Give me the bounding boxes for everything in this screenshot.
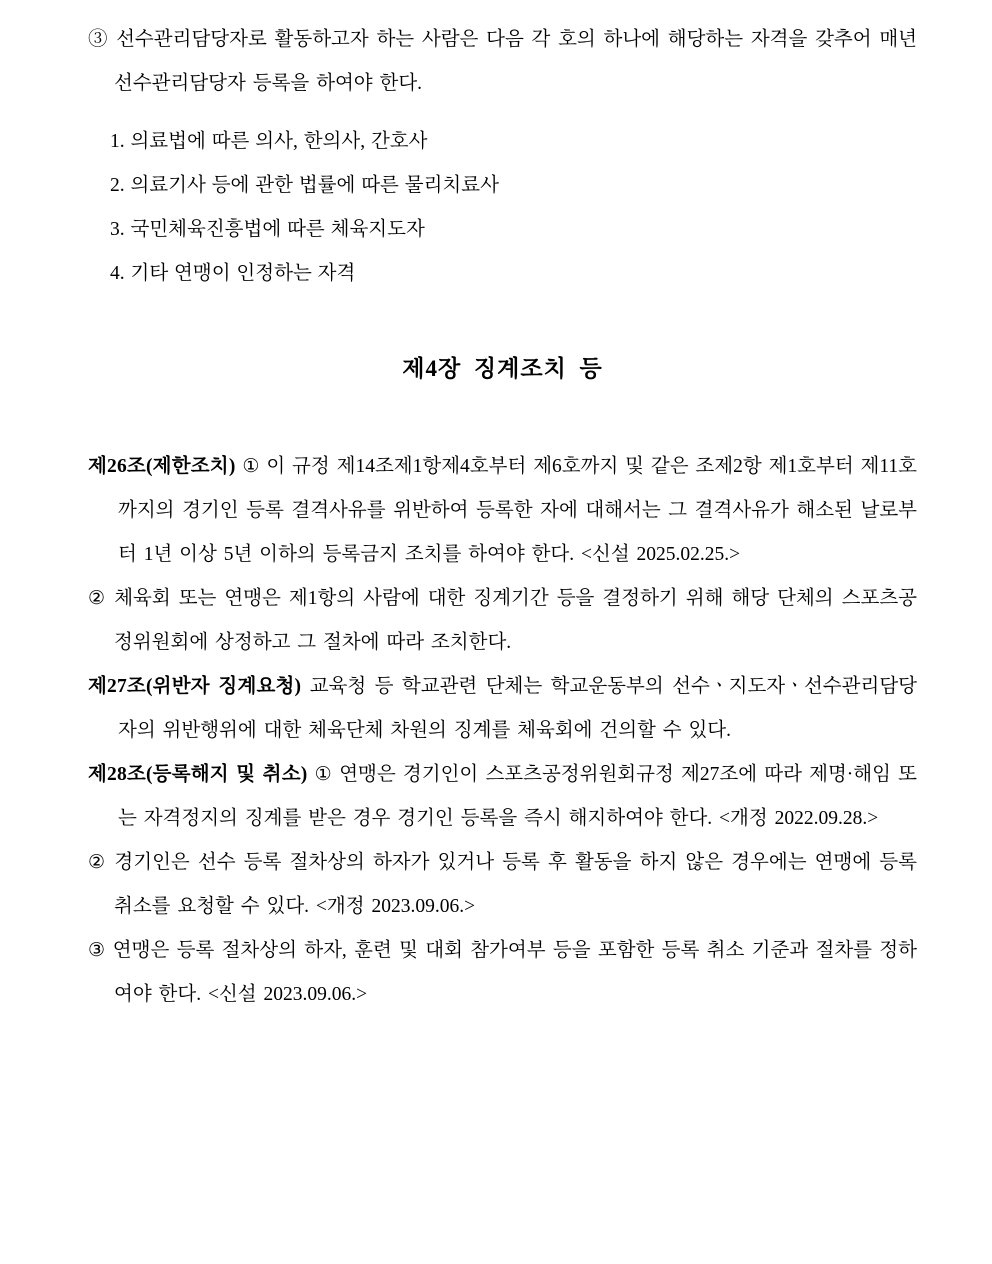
list-item-1-number: 1. (110, 131, 125, 152)
list-item-1 (88, 120, 917, 164)
list-item-2 (88, 164, 917, 208)
article-28-clause-3 (88, 929, 917, 1017)
article-28-clause-1-text: 연맹은 경기인이 스포츠공정위원회규정 제27조에 따라 제명·해임 또는 자격정지의 징계를 받은 경우 경기인 등록을 즉시 해지하여야 한다. <개정 2022.09.28.> (118, 764, 917, 829)
list-item-2-number: 2. (110, 175, 125, 196)
paragraph-clause-3: ③ 선수관리담당자로 활동하고자 하는 사람은 다음 각 호의 하나에 해당하는 자격을 갖추어 매년 선수관리담당자 등록을 하여야 한다. (88, 29, 917, 94)
article-28-title: 제28조(등록해지 및 취소) (88, 764, 308, 785)
article-26-clause-2 (88, 577, 917, 665)
article-26-title: 제26조(제한조치) (88, 456, 236, 477)
spacer (88, 296, 917, 350)
article-28-clause-1-marker: ① (314, 764, 332, 785)
chapter-heading: 제4장 징계조치 등 (402, 356, 603, 381)
article-26-clause-2-text: 체육회 또는 연맹은 제1항의 사람에 대한 징계기간 등을 결정하기 위해 해당 단체의 스포츠공정위원회에 상정하고 그 절차에 따라 조치한다. (114, 588, 917, 653)
list-item-2-text: 의료기사 등에 관한 법률에 따른 물리치료사 (130, 175, 499, 196)
article-27-clause-1 (88, 665, 917, 753)
article-28-clause-1 (88, 753, 917, 841)
article-27-title: 제27조(위반자 징계요청) (88, 676, 302, 697)
spacer (88, 383, 917, 445)
article-28-clause-2-text: 경기인은 선수 등록 절차상의 하자가 있거나 등록 후 활동을 하지 않은 경우에는 연맹에 등록 취소를 요청할 수 있다. <개정 2023.09.06.> (114, 852, 917, 917)
list-item-4-number: 4. (110, 263, 125, 284)
article-26-clause-1-marker: ① (242, 456, 260, 477)
article-26-clause-2-marker: ② (88, 588, 107, 609)
list-item-4 (88, 252, 917, 296)
article-27-clause-1-text: 교육청 등 학교관련 단체는 학교운동부의 선수ㆍ지도자ㆍ선수관리담당자의 위반행위에 대한 체육단체 차원의 징계를 체육회에 건의할 수 있다. (118, 676, 917, 741)
list-item-3-text: 국민체육진흥법에 따른 체육지도자 (130, 219, 425, 240)
spacer (88, 106, 917, 120)
list-item-3-number: 3. (110, 219, 125, 240)
article-26-clause-1-text: 이 규정 제14조제1항제4호부터 제6호까지 및 같은 조제2항 제1호부터 제11호까지의 경기인 등록 결격사유를 위반하여 등록한 자에 대해서는 그 결격사유가 해소된 날로부터 1년 이상 5년 이하의 등록금지 조치를 하여야 한다. <신설 2025.02.25.> (118, 456, 918, 565)
article-28-clause-3-marker: ③ (88, 940, 106, 961)
list-item-4-text: 기타 연맹이 인정하는 자격 (130, 263, 356, 284)
list-item-1-text: 의료법에 따른 의사, 한의사, 간호사 (130, 131, 428, 152)
article-28-clause-3-text: 연맹은 등록 절차상의 하자, 훈련 및 대회 참가여부 등을 포함한 등록 취소 기준과 절차를 정하여야 한다. <신설 2023.09.06.> (112, 940, 917, 1005)
list-item-3 (88, 208, 917, 252)
article-28-clause-2 (88, 841, 917, 929)
article-28-clause-2-marker: ② (88, 852, 107, 873)
article-26-clause-1 (88, 445, 917, 577)
